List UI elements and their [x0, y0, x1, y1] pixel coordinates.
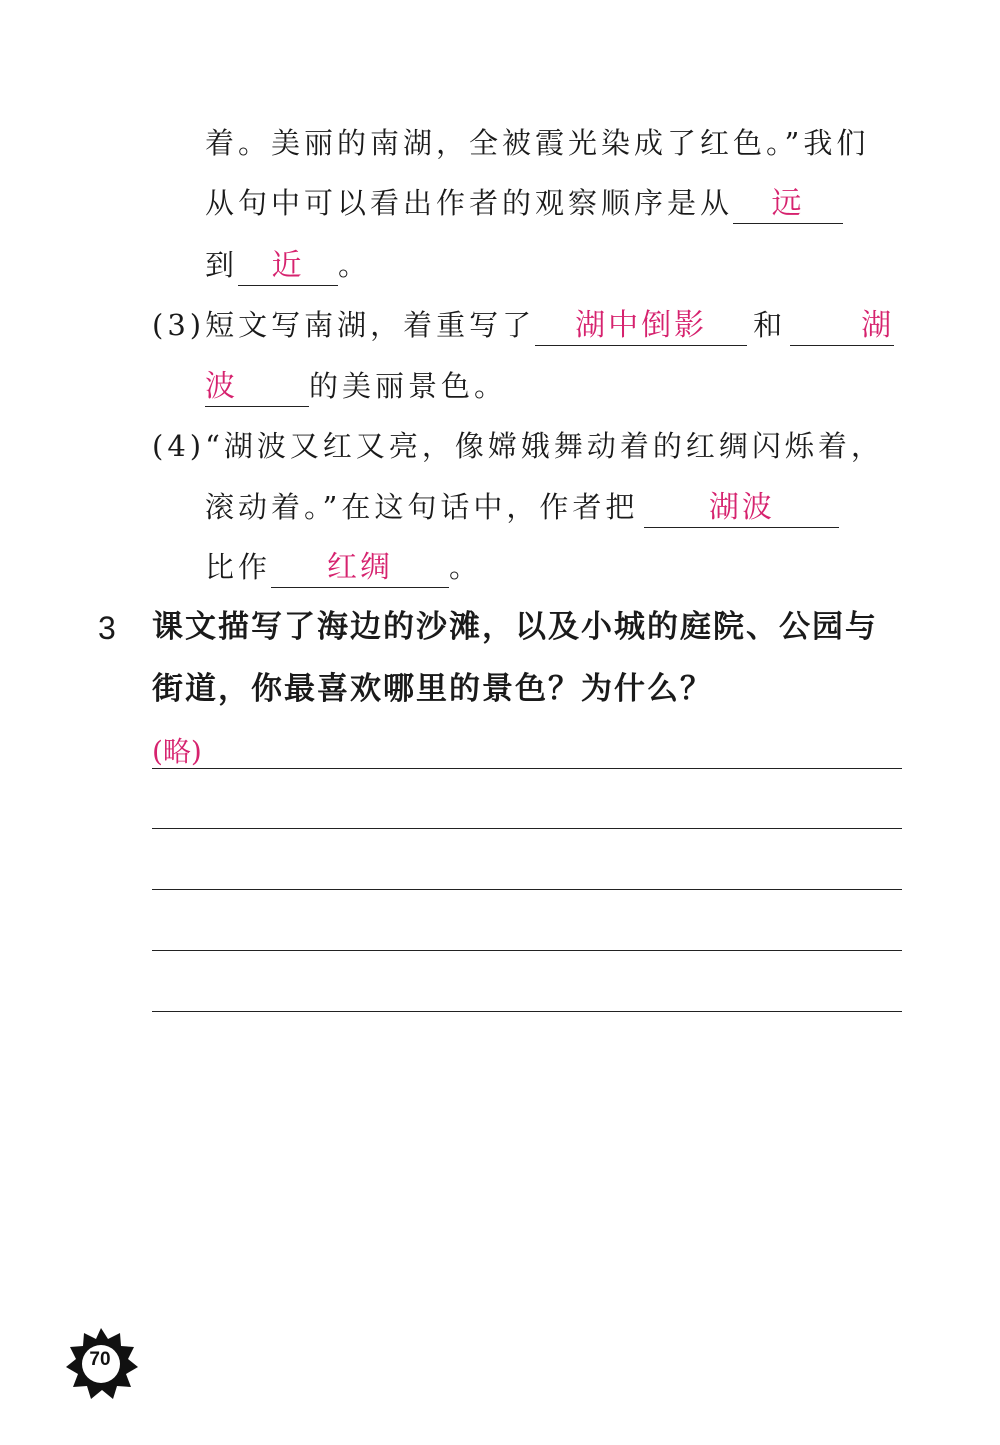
- q2-line-3: [205, 245, 371, 286]
- answer-blank-metaphor-object: 红绸: [271, 549, 449, 588]
- q2-line-1: 着。美丽的南湖，全被霞光染成了红色。”我们: [205, 126, 870, 160]
- q3-line-1: [152, 305, 894, 346]
- writing-line-4: [152, 950, 902, 951]
- q4-line-3-prefix: 比作: [205, 550, 272, 584]
- answer-omitted: (略): [152, 735, 202, 768]
- answer-blank-metaphor-subject: 湖波: [644, 489, 839, 528]
- q2-line-2: [205, 183, 843, 224]
- q3-suffix: 的美丽景色。: [309, 369, 508, 403]
- q3-prefix: (3)短文写南湖，着重写了: [152, 308, 536, 342]
- page-number: 70: [89, 1349, 111, 1370]
- q3-mid: 和: [753, 308, 787, 342]
- q4-line-3-suffix: 。: [449, 550, 483, 584]
- writing-line-1: [152, 768, 902, 769]
- q3-line-2: [205, 366, 507, 407]
- question-number: 3: [98, 610, 116, 646]
- q4-line-2-text: 滚动着。”在这句话中，作者把: [205, 490, 639, 524]
- q4-line-3: [205, 547, 482, 588]
- question-3-line-2: 街道，你最喜欢哪里的景色？为什么？: [152, 671, 713, 707]
- q4-line-2: [205, 487, 839, 528]
- writing-line-5: [152, 1011, 902, 1012]
- answer-blank-from: 远: [733, 185, 843, 224]
- answer-blank-focus-2b: 波: [205, 368, 309, 407]
- writing-line-2: [152, 828, 902, 829]
- q2-line-3-prefix: 到: [205, 248, 239, 282]
- q2-line-3-suffix: 。: [338, 248, 372, 282]
- answer-blank-to: 近: [238, 247, 338, 286]
- writing-line-3: [152, 889, 902, 890]
- q4-line-1: (4)“湖波又红又亮，像嫦娥舞动着的红绸闪烁着，: [152, 429, 884, 463]
- question-3-line-1: 课文描写了海边的沙滩，以及小城的庭院、公园与: [152, 609, 878, 645]
- q2-line-2-text: 从句中可以看出作者的观察顺序是从: [205, 186, 734, 220]
- answer-blank-focus-2a: 湖: [790, 307, 894, 346]
- answer-blank-focus-1: 湖中倒影: [535, 307, 747, 346]
